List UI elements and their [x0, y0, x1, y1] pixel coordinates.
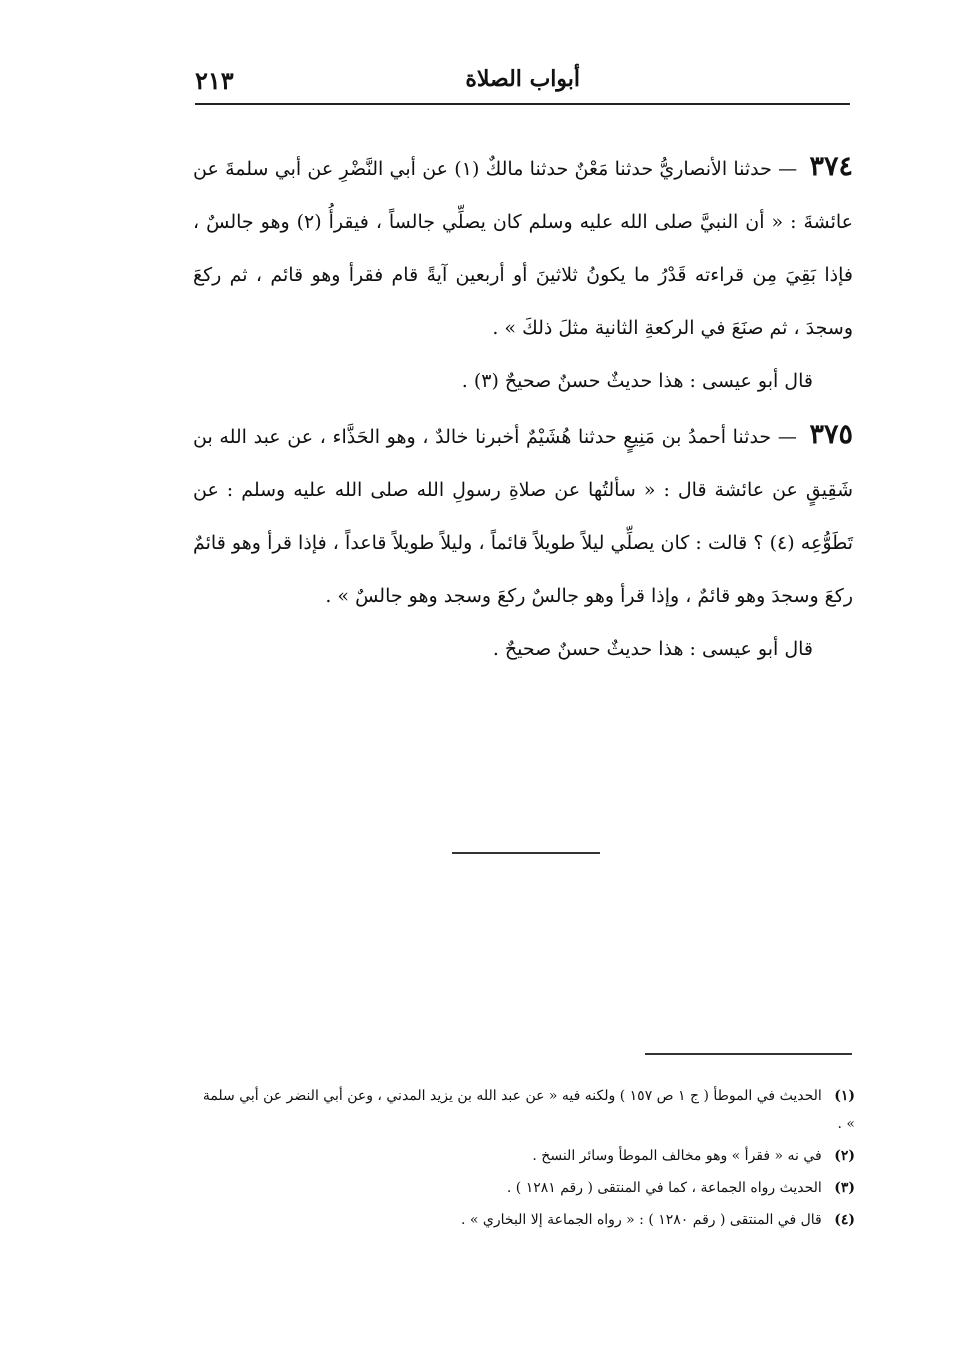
- footnote-4: [193, 1206, 855, 1234]
- footnotes: [193, 1082, 855, 1238]
- hadith-375: [193, 408, 853, 623]
- footnote-separator: [645, 1053, 852, 1055]
- header-rule: [195, 103, 850, 105]
- footnote-text: قال في المنتقى ( رقم ١٢٨٠ ) : « رواه الجماعة إلا البخاري » .: [461, 1212, 822, 1228]
- footnote-number: (٢): [834, 1148, 855, 1164]
- footnote-number: (٣): [834, 1180, 855, 1196]
- footnote-3: [193, 1174, 855, 1202]
- page-number: ٢١٣: [195, 66, 234, 95]
- footnote-text: في نه « فقرأ » وهو مخالف الموطأ وسائر النسخ .: [532, 1148, 822, 1164]
- hadith-text: — حدثنا أحمدُ بن مَنِيعٍ حدثنا هُشَيْمٌ أخبرنا خالدٌ ، وهو الحَذَّاء ، عن عبد الله بن شَقِيقٍ عن عائشة قال : « سألتُها عن صلاةِ رسولِ الله صلى الله عليه وسلم : عن تَطَوُّعِه (٤) ؟ قالت : كان يصلِّي ليلاً طويلاً قائماً ، وليلاً طويلاً قاعداً ، فإذا قرأ وهو قائمٌ ركعَ وسجدَ وهو قائمٌ ، وإذا قرأ وهو جالسٌ ركعَ وسجد وهو جالسٌ » .: [193, 426, 854, 607]
- footnote-number: (٤): [834, 1212, 855, 1228]
- section-end-rule: [452, 852, 600, 854]
- running-title: أبواب الصلاة: [465, 66, 580, 92]
- footnote-number: (١): [834, 1088, 855, 1104]
- hadith-374-verdict: قال أبو عيسى : هذا حديثٌ حسنٌ صحيحٌ (٣) .: [461, 370, 813, 392]
- hadith-374: [193, 140, 853, 355]
- hadith-number: ٣٧٤: [809, 151, 853, 182]
- page-header: [195, 62, 850, 102]
- hadith-375-verdict: قال أبو عيسى : هذا حديثٌ حسنٌ صحيحٌ .: [492, 638, 813, 660]
- main-text: [193, 140, 853, 676]
- footnote-text: الحديث في الموطأ ( ج ١ ص ١٥٧ ) ولكنه فيه « عن عبد الله بن يزيد المدني ، وعن أبي النضر عن أبي سلمة » .: [202, 1088, 855, 1132]
- hadith-text: — حدثنا الأنصاريُّ حدثنا مَعْنٌ حدثنا مالكٌ (١) عن أبي النَّضْرِ عن أبي سلمةَ عن عائشةَ : « أن النبيَّ صلى الله عليه وسلم كان يصلِّي جالساً ، فيقرأُ (٢) وهو جالسٌ ، فإذا بَقِيَ مِن قراءته قَدْرُ ما يكونُ ثلاثينَ أو أربعين آيةً قام فقرأ وهو قائم ، ثم ركعَ وسجدَ ، ثم صنَعَ في الركعةِ الثانية مثلَ ذلكَ » .: [193, 158, 853, 339]
- hadith-number: ٣٧٥: [809, 419, 853, 450]
- footnote-1: [193, 1082, 855, 1138]
- footnote-text: الحديث رواه الجماعة ، كما في المنتقى ( رقم ١٢٨١ ) .: [506, 1180, 822, 1196]
- footnote-2: [193, 1142, 855, 1170]
